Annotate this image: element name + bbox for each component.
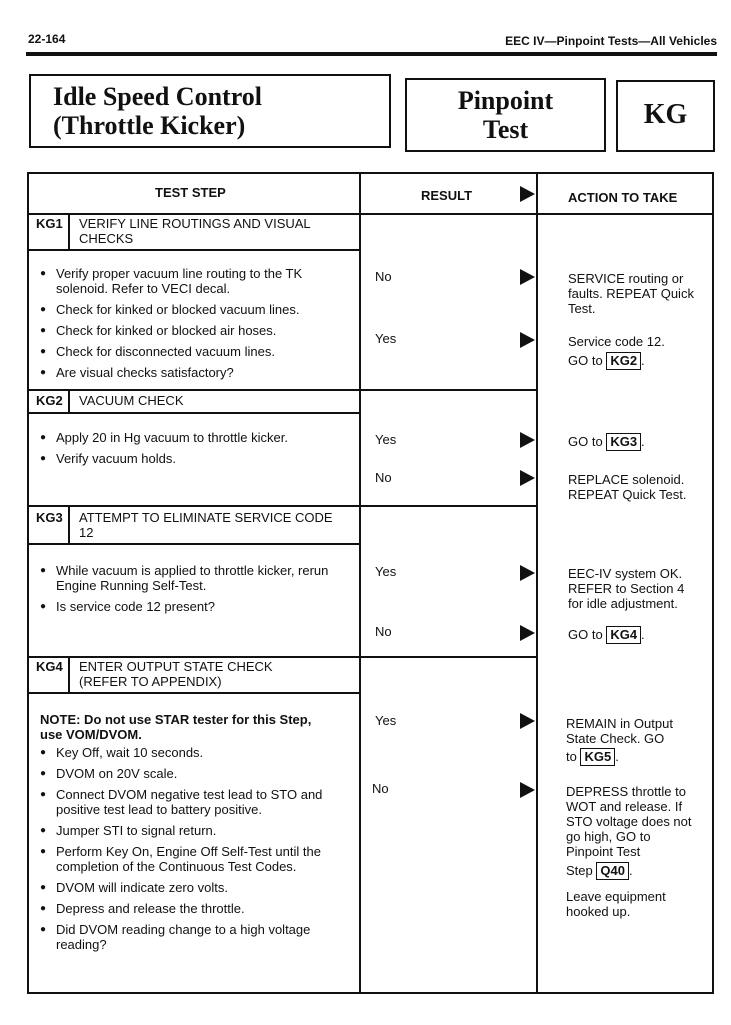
col-action: ACTION TO TAKE (568, 190, 678, 205)
list-item: ● Check for kinked or blocked vacuum lines. (40, 302, 350, 317)
kg1-action-no: SERVICE routing or faults. REPEAT Quick Test. (568, 271, 694, 316)
step-ref-kg4[interactable]: KG4 (606, 626, 641, 644)
kg3-instructions (40, 563, 355, 620)
list-item: ● Connect DVOM negative test lead to STO and positive test lead to battery positive. (40, 787, 355, 817)
list-item: ● Check for kinked or blocked air hoses. (40, 323, 350, 338)
kg1-result-no: No (375, 269, 392, 284)
kg4-title-rule (27, 692, 360, 694)
kg2-result-yes: Yes (375, 432, 397, 447)
pinpoint-test-box (405, 78, 606, 152)
header-row-rule (27, 213, 714, 215)
kg1-step-title: VERIFY LINE ROUTINGS AND VISUAL CHECKS (79, 216, 311, 246)
list-item: ● Did DVOM reading change to a high voltage reading? (40, 922, 355, 952)
kg2-top-rule (27, 389, 537, 391)
list-item: ● DVOM on 20V scale. (40, 766, 355, 781)
pinpoint-line-1: Pinpoint (457, 86, 554, 115)
column-divider-1 (359, 172, 361, 994)
kg3-result-yes: Yes (375, 564, 397, 579)
kg3-action-yes: EEC-IV system OK. REFER to Section 4 for idle adjustment. (568, 566, 685, 611)
list-item: ● Are visual checks satisfactory? (40, 365, 350, 380)
kg1-action-yes: Service code 12. GO to KG2 . (568, 334, 665, 368)
kg4-action-no: DEPRESS throttle to WOT and release. If STO voltage does not go high, GO to Pinpoint Test Step Q40 . (566, 784, 692, 878)
kg4-step-title: ENTER OUTPUT STATE CHECK (REFER TO APPENDIX) (79, 659, 273, 689)
arrow-icon (520, 269, 535, 285)
kg1-title-rule (27, 249, 360, 251)
kg3-action-no: GO to KG4 . (568, 627, 645, 642)
kg2-title-rule (27, 412, 360, 414)
kg2-id-divider (68, 389, 70, 413)
list-item: ● Key Off, wait 10 seconds. (40, 745, 355, 760)
list-item: ● While vacuum is applied to throttle kicker, rerun Engine Running Self-Test. (40, 563, 355, 593)
list-item: ● Is service code 12 present? (40, 599, 355, 614)
list-item: ● Jumper STI to signal return. (40, 823, 355, 838)
test-code-box: KG (616, 80, 715, 152)
list-item: ● DVOM will indicate zero volts. (40, 880, 355, 895)
arrow-icon (520, 713, 535, 729)
kg3-step-id: KG3 (36, 510, 63, 525)
arrow-icon (520, 186, 535, 202)
kg2-step-id: KG2 (36, 393, 63, 408)
kg2-result-no: No (375, 470, 392, 485)
kg1-step-id: KG1 (36, 216, 63, 231)
page-number: 22-164 (28, 32, 66, 46)
arrow-icon (520, 470, 535, 486)
kg4-step-id: KG4 (36, 659, 63, 674)
kg4-instructions (40, 745, 355, 958)
arrow-icon (520, 625, 535, 641)
section-title: EEC IV—Pinpoint Tests—All Vehicles (505, 34, 717, 48)
kg1-instructions (40, 266, 350, 386)
list-item: ● Check for disconnected vacuum lines. (40, 344, 350, 359)
list-item: ● Depress and release the throttle. (40, 901, 355, 916)
kg4-result-yes: Yes (375, 713, 397, 728)
col-test-step: TEST STEP (155, 185, 226, 200)
kg2-action-no: REPLACE solenoid. REPEAT Quick Test. (568, 472, 687, 502)
list-item: ● Apply 20 in Hg vacuum to throttle kicker. (40, 430, 350, 445)
kg3-id-divider (68, 505, 70, 544)
kg4-result-no: No (372, 781, 389, 796)
step-ref-q40[interactable]: Q40 (596, 862, 629, 880)
kg4-action-yes: REMAIN in Output State Check. GO to KG5 . (566, 716, 673, 764)
kg1-id-divider (68, 213, 70, 250)
arrow-icon (520, 782, 535, 798)
kg3-step-title: ATTEMPT TO ELIMINATE SERVICE CODE 12 (79, 510, 333, 540)
arrow-icon (520, 432, 535, 448)
step-ref-kg5[interactable]: KG5 (580, 748, 615, 766)
header-rule (26, 52, 717, 56)
kg3-title-rule (27, 543, 360, 545)
kg3-result-no: No (375, 624, 392, 639)
kg4-action-note: Leave equipment hooked up. (566, 889, 666, 919)
kg2-instructions (40, 430, 350, 472)
arrow-icon (520, 332, 535, 348)
pinpoint-line-2: Test (482, 115, 529, 144)
arrow-icon (520, 565, 535, 581)
step-ref-kg2[interactable]: KG2 (606, 352, 641, 370)
kg3-top-rule (27, 505, 537, 507)
kg1-result-yes: Yes (375, 331, 397, 346)
kg2-step-title: VACUUM CHECK (79, 393, 184, 408)
col-result: RESULT (421, 188, 473, 203)
title-line-2: (Throttle Kicker) (53, 111, 246, 140)
step-ref-kg3[interactable]: KG3 (606, 433, 641, 451)
kg4-note: NOTE: Do not use STAR tester for this Step, use VOM/DVOM. (40, 712, 312, 742)
title-box (29, 74, 391, 148)
list-item: ● Verify proper vacuum line routing to the TK solenoid. Refer to VECI decal. (40, 266, 350, 296)
title-line-1: Idle Speed Control (53, 82, 262, 111)
list-item: ● Perform Key On, Engine Off Self-Test until the completion of the Continuous Test Codes. (40, 844, 355, 874)
list-item: ● Verify vacuum holds. (40, 451, 350, 466)
kg4-id-divider (68, 656, 70, 693)
kg2-action-yes: GO to KG3 . (568, 434, 645, 449)
column-divider-2 (536, 172, 538, 994)
kg4-top-rule (27, 656, 537, 658)
